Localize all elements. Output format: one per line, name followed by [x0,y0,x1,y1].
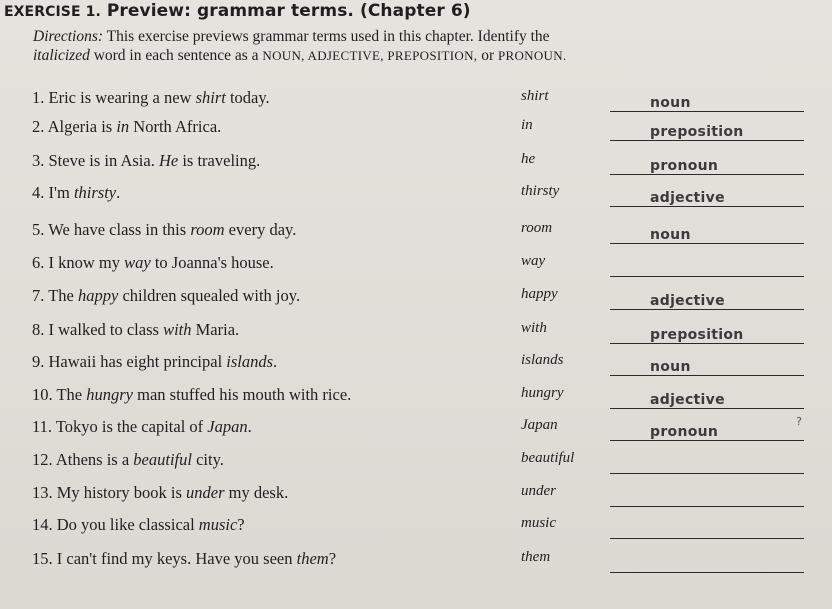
answer-blank[interactable] [610,487,804,507]
term-word: with [521,320,547,336]
item-number: 3. [32,151,49,170]
item-number: 4. [32,183,49,202]
term-word: shirt [521,88,549,104]
sentence [32,352,277,372]
sentence [32,88,270,108]
item-number: 12. [32,450,56,469]
item-number: 7. [32,286,49,305]
sentence-text: My history book is [56,483,187,502]
exercise-row [0,549,832,579]
term-word: he [521,151,536,167]
item-number: 5. [32,220,49,239]
directions-or: or [481,47,495,64]
term-word: music [521,515,556,531]
exercise-row [0,417,832,447]
exercise-row [0,320,832,350]
handwritten-answer: preposition [650,327,744,343]
sentence [32,385,351,405]
term-word: thirsty [521,183,560,199]
exercise-row [0,183,832,213]
sentence-text: children squealed with joy. [118,286,301,305]
item-number: 14. [32,515,57,534]
sentence-text: my desk. [224,483,289,502]
directions-label: Directions: [33,28,104,45]
sentence-text: every day. [224,220,297,239]
item-number: 6. [32,253,49,272]
handwritten-answer: adjective [650,190,725,206]
exercise-row [0,151,832,181]
directions [33,27,818,65]
italic-word: music [198,515,238,534]
exercise-label: EXERCISE 1. [4,4,101,20]
term-word: under [521,483,556,499]
term-word: them [521,549,551,565]
italic-word: beautiful [133,450,192,469]
sentence-text: I'm [48,183,74,202]
exercise-row [0,483,832,513]
exercise-row [0,352,832,382]
directions-options: NOUN, ADJECTIVE, PREPOSITION, [262,48,478,63]
sentence [32,549,336,569]
answer-blank[interactable] [610,324,804,344]
item-number: 11. [32,417,56,436]
exercise-row [0,220,832,250]
answer-blank[interactable] [610,121,804,141]
item-number: 15. [32,549,57,568]
italic-word: under [186,483,225,502]
answer-blank[interactable] [610,389,804,409]
answer-blank[interactable] [610,224,804,244]
sentence-text: I know my [48,253,125,272]
term-word: islands [521,352,564,368]
answer-blank[interactable] [610,415,804,441]
italic-word: happy [77,286,119,305]
sentence-text: I walked to class [48,320,164,339]
sentence-text: Algeria is [47,117,117,136]
sentence-text: Do you like classical [56,515,199,534]
handwritten-answer: noun [650,359,691,375]
item-number: 13. [32,483,57,502]
answer-blank[interactable] [610,356,804,376]
italic-word: hungry [86,385,133,404]
handwritten-answer: noun [650,227,691,243]
handwritten-answer: noun [650,95,691,111]
exercise-heading: Preview: grammar terms. (Chapter 6) [106,1,471,21]
term-word: in [521,117,533,133]
exercise-row [0,253,832,283]
sentence [32,117,221,137]
sentence [32,417,252,437]
sentence-text: Hawaii has eight principal [48,352,227,371]
italic-word: room [190,220,225,239]
sentence-text: We have class in this [48,220,191,239]
sentence-text: city. [191,450,224,469]
item-number: 1. [32,88,49,107]
exercise-row [0,450,832,480]
sentence-text: Maria. [191,320,240,339]
italic-word: way [124,253,151,272]
sentence [32,220,296,240]
sentence [32,483,288,503]
answer-blank[interactable] [610,92,804,112]
sentence-text: man stuffed his mouth with rice. [132,385,352,404]
italic-word: Japan [207,417,248,436]
sentence-text: . [116,183,121,202]
sentence [32,286,300,306]
item-number: 10. [32,385,57,404]
exercise-row [0,117,832,147]
exercise-row [0,385,832,415]
handwritten-answer: pronoun [650,158,719,174]
directions-text-1: This exercise previews grammar terms used in this chapter. Identify the [106,28,550,45]
directions-italic-word: italicized [33,47,90,64]
sentence [32,253,274,273]
handwritten-answer: adjective [650,392,725,408]
answer-blank[interactable] [610,187,804,207]
answer-blank[interactable] [610,290,804,310]
italic-word: He [158,151,179,170]
sentence-text: is traveling. [178,151,261,170]
italic-word: with [163,320,192,339]
sentence-text: I can't find my keys. Have you seen [56,549,297,568]
sentence [32,151,260,171]
sentence [32,450,224,470]
item-number: 9. [32,352,49,371]
term-word: happy [521,286,558,302]
sentence-text: Steve is in Asia. [48,151,159,170]
sentence-text: to Joanna's house. [150,253,274,272]
sentence [32,515,245,535]
term-word: hungry [521,385,564,401]
italic-word: them [296,549,329,568]
question-mark: ? [796,415,802,428]
term-word: room [521,220,553,236]
item-number: 8. [32,320,49,339]
answer-blank[interactable] [610,257,804,277]
sentence-text: North Africa. [129,117,222,136]
directions-last-option: PRONOUN. [497,48,567,63]
sentence-text: Eric is wearing a new [48,88,196,107]
sentence-text: ? [237,515,245,534]
term-word: way [521,253,546,269]
sentence-text: Athens is a [55,450,134,469]
term-word: Japan [521,417,558,433]
exercise-title [4,1,471,21]
italic-word: shirt [195,88,226,107]
sentence-text: today. [225,88,270,107]
italic-word: thirsty [73,183,117,202]
italic-word: in [116,117,130,136]
answer-blank[interactable] [610,155,804,175]
handwritten-answer: adjective [650,293,725,309]
sentence-text: The [56,385,87,404]
exercise-row [0,286,832,316]
italic-word: islands [226,352,274,371]
answer-blank[interactable] [610,454,804,474]
handwritten-answer: preposition [650,124,744,140]
sentence [32,320,239,340]
sentence [32,183,120,203]
term-word: beautiful [521,450,575,466]
handwritten-answer: pronoun [650,424,719,440]
answer-blank[interactable] [610,519,804,539]
answer-blank[interactable] [610,553,804,573]
sentence-text: . [273,352,278,371]
sentence-text: . [247,417,252,436]
sentence-text: ? [328,549,337,568]
sentence-text: Tokyo is the capital of [55,417,208,436]
item-number: 2. [32,117,48,136]
directions-text-2: word in each sentence as a [93,47,259,64]
sentence-text: The [48,286,78,305]
exercise-row [0,515,832,545]
exercise-row [0,88,832,118]
